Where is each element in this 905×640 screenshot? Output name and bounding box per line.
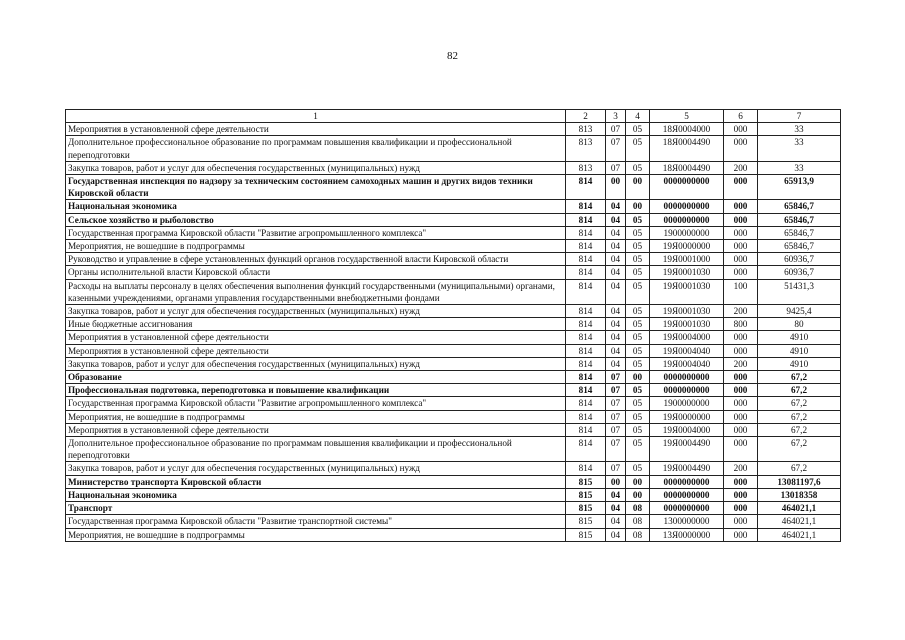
amount-cell: 65913,9 [758, 175, 841, 200]
subsection-cell: 05 [626, 226, 650, 239]
code-cell: 814 [566, 410, 606, 423]
target-article-cell: 19Я0004040 [650, 357, 724, 370]
target-article-cell: 19Я0001030 [650, 318, 724, 331]
target-article-cell: 19Я0000000 [650, 410, 724, 423]
section-cell: 04 [606, 357, 626, 370]
row-name-cell: Национальная экономика [66, 488, 566, 501]
section-cell: 07 [606, 437, 626, 462]
target-article-cell: 19Я0004490 [650, 462, 724, 475]
code-cell: 814 [566, 200, 606, 213]
expense-type-cell: 000 [724, 213, 758, 226]
target-article-cell: 19Я0001000 [650, 253, 724, 266]
expense-type-cell: 000 [724, 266, 758, 279]
code-cell: 815 [566, 528, 606, 541]
subsection-cell: 05 [626, 397, 650, 410]
code-cell: 814 [566, 305, 606, 318]
table-row [66, 344, 841, 357]
table-row [66, 318, 841, 331]
subsection-cell: 08 [626, 515, 650, 528]
target-article-cell: 19Я0000000 [650, 240, 724, 253]
subsection-cell: 00 [626, 175, 650, 200]
code-cell: 814 [566, 266, 606, 279]
expense-type-cell: 000 [724, 200, 758, 213]
target-article-cell: 13Я0000000 [650, 528, 724, 541]
code-cell: 815 [566, 515, 606, 528]
section-cell: 07 [606, 136, 626, 161]
table-row [66, 240, 841, 253]
table-row [66, 423, 841, 436]
amount-cell: 51431,3 [758, 279, 841, 304]
expense-type-cell: 000 [724, 384, 758, 397]
target-article-cell: 19Я0001030 [650, 279, 724, 304]
table-row [66, 331, 841, 344]
column-header: 3 [606, 110, 626, 123]
row-name-cell: Дополнительное профессиональное образование по программам повышения квалификации и профессиональной переподготовки [66, 136, 566, 161]
target-article-cell: 19Я0004000 [650, 423, 724, 436]
code-cell: 814 [566, 437, 606, 462]
code-cell: 813 [566, 136, 606, 161]
expense-type-cell: 000 [724, 528, 758, 541]
amount-cell: 4910 [758, 344, 841, 357]
table-row [66, 123, 841, 136]
amount-cell: 67,2 [758, 371, 841, 384]
subsection-cell: 05 [626, 266, 650, 279]
table-row [66, 410, 841, 423]
section-cell: 04 [606, 344, 626, 357]
subsection-cell: 05 [626, 240, 650, 253]
subsection-cell: 00 [626, 200, 650, 213]
amount-cell: 464021,1 [758, 515, 841, 528]
row-name-cell: Мероприятия в установленной сфере деятельности [66, 344, 566, 357]
amount-cell: 464021,1 [758, 528, 841, 541]
row-name-cell: Государственная инспекция по надзору за техническим состоянием самоходных машин и других видов техники Кировской области [66, 175, 566, 200]
target-article-cell: 0000000000 [650, 200, 724, 213]
section-cell: 07 [606, 384, 626, 397]
amount-cell: 65846,7 [758, 240, 841, 253]
target-article-cell: 19Я0004040 [650, 344, 724, 357]
subsection-cell: 08 [626, 528, 650, 541]
code-cell: 814 [566, 279, 606, 304]
row-name-cell: Мероприятия, не вошедшие в подпрограммы [66, 528, 566, 541]
subsection-cell: 05 [626, 437, 650, 462]
expense-type-cell: 800 [724, 318, 758, 331]
code-cell: 814 [566, 344, 606, 357]
section-cell: 04 [606, 226, 626, 239]
amount-cell: 60936,7 [758, 266, 841, 279]
row-name-cell: Дополнительное профессиональное образование по программам повышения квалификации и профессиональной переподготовки [66, 437, 566, 462]
expense-type-cell: 000 [724, 253, 758, 266]
subsection-cell: 05 [626, 423, 650, 436]
table-row [66, 279, 841, 304]
amount-cell: 67,2 [758, 397, 841, 410]
column-header: 2 [566, 110, 606, 123]
amount-cell: 33 [758, 161, 841, 174]
amount-cell: 67,2 [758, 462, 841, 475]
amount-cell: 65846,7 [758, 200, 841, 213]
row-name-cell: Расходы на выплаты персоналу в целях обеспечения выполнения функций государственными (муниципальными) органами, казенными учреждениями, органами управления государственными внебюджетными фондами [66, 279, 566, 304]
row-name-cell: Мероприятия, не вошедшие в подпрограммы [66, 410, 566, 423]
section-cell: 04 [606, 240, 626, 253]
code-cell: 815 [566, 502, 606, 515]
table-row [66, 384, 841, 397]
table-row [66, 266, 841, 279]
section-cell: 04 [606, 515, 626, 528]
section-cell: 04 [606, 279, 626, 304]
table-row [66, 437, 841, 462]
subsection-cell: 05 [626, 410, 650, 423]
row-name-cell: Мероприятия, не вошедшие в подпрограммы [66, 240, 566, 253]
code-cell: 814 [566, 226, 606, 239]
column-header: 6 [724, 110, 758, 123]
row-name-cell: Закупка товаров, работ и услуг для обеспечения государственных (муниципальных) нужд [66, 462, 566, 475]
section-cell: 04 [606, 502, 626, 515]
expense-type-cell: 100 [724, 279, 758, 304]
code-cell: 814 [566, 423, 606, 436]
budget-table [65, 109, 841, 542]
section-cell: 04 [606, 318, 626, 331]
section-cell: 00 [606, 175, 626, 200]
expense-type-cell: 000 [724, 136, 758, 161]
subsection-cell: 05 [626, 357, 650, 370]
amount-cell: 4910 [758, 331, 841, 344]
amount-cell: 4910 [758, 357, 841, 370]
code-cell: 814 [566, 213, 606, 226]
section-cell: 07 [606, 423, 626, 436]
target-article-cell: 19Я0001030 [650, 305, 724, 318]
table-row [66, 136, 841, 161]
section-cell: 07 [606, 123, 626, 136]
code-cell: 814 [566, 318, 606, 331]
section-cell: 04 [606, 305, 626, 318]
target-article-cell: 0000000000 [650, 371, 724, 384]
expense-type-cell: 000 [724, 226, 758, 239]
expense-type-cell: 200 [724, 305, 758, 318]
row-name-cell: Образование [66, 371, 566, 384]
row-name-cell: Государственная программа Кировской области "Развитие транспортной системы" [66, 515, 566, 528]
row-name-cell: Закупка товаров, работ и услуг для обеспечения государственных (муниципальных) нужд [66, 161, 566, 174]
subsection-cell: 08 [626, 502, 650, 515]
amount-cell: 67,2 [758, 437, 841, 462]
table-row [66, 305, 841, 318]
table-row [66, 397, 841, 410]
expense-type-cell: 000 [724, 331, 758, 344]
section-cell: 04 [606, 528, 626, 541]
amount-cell: 13081197,6 [758, 475, 841, 488]
page-number: 82 [447, 50, 458, 62]
amount-cell: 67,2 [758, 384, 841, 397]
target-article-cell: 0000000000 [650, 175, 724, 200]
expense-type-cell: 000 [724, 475, 758, 488]
section-cell: 04 [606, 253, 626, 266]
table-row [66, 161, 841, 174]
section-cell: 07 [606, 161, 626, 174]
code-cell: 814 [566, 253, 606, 266]
code-cell: 815 [566, 488, 606, 501]
subsection-cell: 05 [626, 384, 650, 397]
column-header: 4 [626, 110, 650, 123]
column-header: 7 [758, 110, 841, 123]
amount-cell: 13018358 [758, 488, 841, 501]
section-cell: 04 [606, 488, 626, 501]
row-name-cell: Сельское хозяйство и рыболовство [66, 213, 566, 226]
expense-type-cell: 000 [724, 371, 758, 384]
expense-type-cell: 000 [724, 515, 758, 528]
section-cell: 04 [606, 331, 626, 344]
code-cell: 814 [566, 384, 606, 397]
amount-cell: 65846,7 [758, 226, 841, 239]
expense-type-cell: 000 [724, 437, 758, 462]
subsection-cell: 05 [626, 279, 650, 304]
subsection-cell: 05 [626, 213, 650, 226]
expense-type-cell: 200 [724, 161, 758, 174]
row-name-cell: Мероприятия в установленной сфере деятельности [66, 331, 566, 344]
subsection-cell: 05 [626, 123, 650, 136]
table-row [66, 226, 841, 239]
target-article-cell: 18Я0004490 [650, 136, 724, 161]
row-name-cell: Профессиональная подготовка, переподготовка и повышение квалификации [66, 384, 566, 397]
amount-cell: 80 [758, 318, 841, 331]
expense-type-cell: 000 [724, 502, 758, 515]
subsection-cell: 05 [626, 161, 650, 174]
subsection-cell: 00 [626, 371, 650, 384]
target-article-cell: 0000000000 [650, 213, 724, 226]
table-row [66, 371, 841, 384]
subsection-cell: 05 [626, 462, 650, 475]
expense-type-cell: 000 [724, 488, 758, 501]
section-cell: 07 [606, 410, 626, 423]
subsection-cell: 05 [626, 331, 650, 344]
row-name-cell: Закупка товаров, работ и услуг для обеспечения государственных (муниципальных) нужд [66, 305, 566, 318]
table-row [66, 253, 841, 266]
section-cell: 07 [606, 462, 626, 475]
table-row [66, 515, 841, 528]
target-article-cell: 19Я0001030 [650, 266, 724, 279]
subsection-cell: 05 [626, 318, 650, 331]
amount-cell: 9425,4 [758, 305, 841, 318]
target-article-cell: 18Я0004490 [650, 161, 724, 174]
amount-cell: 65846,7 [758, 213, 841, 226]
section-cell: 04 [606, 266, 626, 279]
code-cell: 814 [566, 371, 606, 384]
row-name-cell: Мероприятия в установленной сфере деятельности [66, 423, 566, 436]
code-cell: 814 [566, 357, 606, 370]
amount-cell: 60936,7 [758, 253, 841, 266]
table-row [66, 200, 841, 213]
table-row [66, 213, 841, 226]
subsection-cell: 05 [626, 136, 650, 161]
row-name-cell: Государственная программа Кировской области "Развитие агропромышленного комплекса" [66, 397, 566, 410]
row-name-cell: Национальная экономика [66, 200, 566, 213]
expense-type-cell: 200 [724, 357, 758, 370]
amount-cell: 33 [758, 123, 841, 136]
target-article-cell: 1300000000 [650, 515, 724, 528]
target-article-cell: 0000000000 [650, 384, 724, 397]
target-article-cell: 1900000000 [650, 397, 724, 410]
table-row [66, 462, 841, 475]
amount-cell: 67,2 [758, 410, 841, 423]
row-name-cell: Руководство и управление в сфере установленных функций органов государственной власти Кировской области [66, 253, 566, 266]
target-article-cell: 1900000000 [650, 226, 724, 239]
subsection-cell: 05 [626, 253, 650, 266]
code-cell: 815 [566, 475, 606, 488]
expense-type-cell: 000 [724, 344, 758, 357]
table-row [66, 357, 841, 370]
row-name-cell: Иные бюджетные ассигнования [66, 318, 566, 331]
amount-cell: 464021,1 [758, 502, 841, 515]
subsection-cell: 00 [626, 488, 650, 501]
expense-type-cell: 200 [724, 462, 758, 475]
header-row [66, 110, 841, 123]
expense-type-cell: 000 [724, 123, 758, 136]
amount-cell: 67,2 [758, 423, 841, 436]
expense-type-cell: 000 [724, 240, 758, 253]
subsection-cell: 00 [626, 475, 650, 488]
row-name-cell: Органы исполнительной власти Кировской области [66, 266, 566, 279]
section-cell: 07 [606, 371, 626, 384]
row-name-cell: Закупка товаров, работ и услуг для обеспечения государственных (муниципальных) нужд [66, 357, 566, 370]
code-cell: 814 [566, 331, 606, 344]
target-article-cell: 0000000000 [650, 502, 724, 515]
row-name-cell: Мероприятия в установленной сфере деятельности [66, 123, 566, 136]
table-row [66, 488, 841, 501]
section-cell: 07 [606, 397, 626, 410]
section-cell: 00 [606, 475, 626, 488]
target-article-cell: 18Я0004000 [650, 123, 724, 136]
table-row [66, 475, 841, 488]
expense-type-cell: 000 [724, 397, 758, 410]
table-row [66, 528, 841, 541]
table-body [66, 123, 841, 542]
code-cell: 814 [566, 462, 606, 475]
target-article-cell: 19Я0004490 [650, 437, 724, 462]
target-article-cell: 0000000000 [650, 488, 724, 501]
code-cell: 813 [566, 161, 606, 174]
expense-type-cell: 000 [724, 410, 758, 423]
amount-cell: 33 [758, 136, 841, 161]
row-name-cell: Государственная программа Кировской области "Развитие агропромышленного комплекса" [66, 226, 566, 239]
column-header: 5 [650, 110, 724, 123]
target-article-cell: 0000000000 [650, 475, 724, 488]
table-row [66, 175, 841, 200]
subsection-cell: 05 [626, 344, 650, 357]
section-cell: 04 [606, 213, 626, 226]
column-header: 1 [66, 110, 566, 123]
table-row [66, 502, 841, 515]
target-article-cell: 19Я0004000 [650, 331, 724, 344]
code-cell: 813 [566, 123, 606, 136]
code-cell: 814 [566, 240, 606, 253]
section-cell: 04 [606, 200, 626, 213]
row-name-cell: Транспорт [66, 502, 566, 515]
subsection-cell: 05 [626, 305, 650, 318]
expense-type-cell: 000 [724, 423, 758, 436]
code-cell: 814 [566, 175, 606, 200]
expense-type-cell: 000 [724, 175, 758, 200]
row-name-cell: Министерство транспорта Кировской области [66, 475, 566, 488]
code-cell: 814 [566, 397, 606, 410]
